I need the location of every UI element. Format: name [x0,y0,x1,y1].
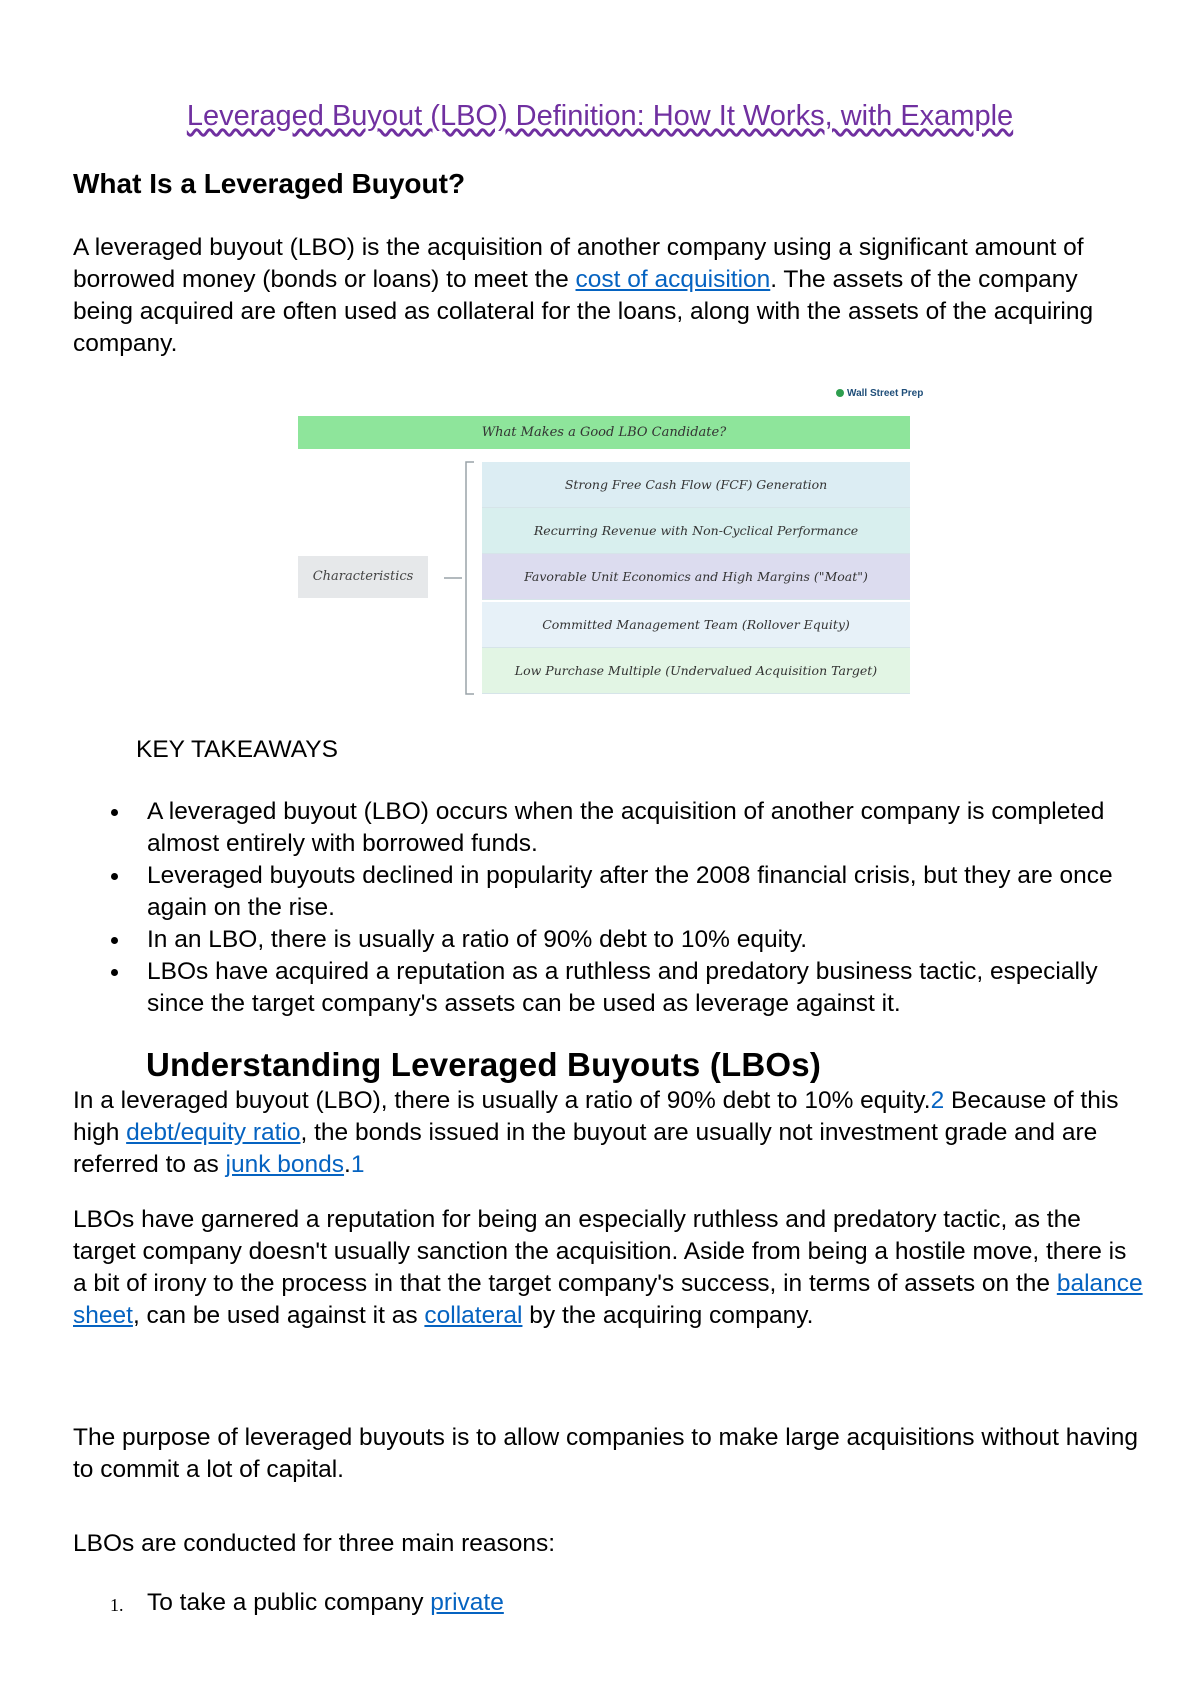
figure-brand-text: Wall Street Prep [847,388,924,399]
link-junk-bonds[interactable]: junk bonds [225,1151,345,1178]
lbo-candidate-figure [296,388,936,698]
reason-number: 1. [110,1595,124,1615]
footnote-1[interactable]: 1 [350,1151,365,1178]
intro-paragraph [73,232,1143,360]
key-takeaway-item [73,860,1153,924]
key-takeaway-item [73,924,1153,956]
figure-row: Recurring Revenue with Non-Cyclical Performance [482,508,910,554]
reasons-intro: LBOs are conducted for three main reasons: [73,1530,556,1557]
key-takeaway-item [73,796,1153,860]
figure-row: Low Purchase Multiple (Undervalued Acquisition Target) [482,648,910,694]
bullet-icon [111,937,118,944]
heading-understanding: Understanding Leveraged Buyouts (LBOs) [146,1046,822,1083]
key-takeaways-title: KEY TAKEAWAYS [136,736,338,763]
understanding-text-1: In a leveraged buyout (LBO), there is usually a ratio of 90% debt to 10% equity. [73,1087,931,1114]
understanding-text-2: Because of this high [73,1087,1119,1146]
understanding-paragraph-1 [73,1085,1133,1181]
key-takeaway-item [73,956,1153,1020]
bullet-icon [111,873,118,880]
reason-item [147,1587,504,1619]
link-balance-sheet[interactable]: balance sheet [73,1270,1143,1329]
figure-category: Characteristics [298,556,428,598]
link-collateral[interactable]: collateral [424,1302,523,1329]
heading-what-is-lbo: What Is a Leveraged Buyout? [73,168,466,199]
link-private[interactable]: private [430,1589,504,1616]
bullet-icon [111,969,118,976]
understanding-text-3: , the bonds issued in the buyout are usually not investment grade and are referred to as [73,1119,1098,1178]
key-takeaway-text: In an LBO, there is usually a ratio of 90% debt to 10% equity. [147,926,808,953]
understanding-p2-text-1: LBOs have garnered a reputation for being an especially ruthless and predatory tactic, as the target company doesn't usually sanction the acquisition. Aside from being a hostile move, there is a bit of irony to the process in that the target company's success, in terms of assets on the [73,1206,1127,1297]
understanding-p2-text-2: , can be used against it as [132,1302,425,1329]
link-debt-equity-ratio[interactable]: debt/equity ratio [126,1119,301,1146]
figure-row: Committed Management Team (Rollover Equity) [482,602,910,648]
intro-text-1: A leveraged buyout (LBO) is the acquisition of another company using a significant amount of borrowed money (bonds or loans) to meet the [73,234,1084,293]
key-takeaway-text: A leveraged buyout (LBO) occurs when the acquisition of another company is completed almost entirely with borrowed funds. [147,798,1105,857]
footnote-2[interactable]: 2 [930,1087,945,1114]
purpose-paragraph: The purpose of leveraged buyouts is to allow companies to make large acquisitions without having to commit a lot of capital. [73,1424,1138,1483]
key-takeaways-list [73,796,1153,1020]
understanding-paragraph-2 [73,1204,1143,1332]
key-takeaway-text: Leveraged buyouts declined in popularity after the 2008 financial crisis, but they are once again on the rise. [147,862,1113,921]
understanding-p2-text-3: by the acquiring company. [522,1302,814,1329]
intro-text-2: . The assets of the company being acquired are often used as collateral for the loans, along with the assets of the acquiring company. [73,266,1094,357]
key-takeaway-text: LBOs have acquired a reputation as a ruthless and predatory business tactic, especially since the target company's assets can be used as leverage against it. [147,958,1098,1017]
link-cost-of-acquisition[interactable]: cost of acquisition [575,266,771,293]
reason-text: To take a public company [147,1589,431,1616]
document-title[interactable]: Leveraged Buyout (LBO) Definition: How It Works, with Example [186,100,1014,132]
understanding-text-4: . [344,1151,351,1178]
bullet-icon [111,809,118,816]
figure-row: Strong Free Cash Flow (FCF) Generation [482,462,910,508]
figure-header: What Makes a Good LBO Candidate? [298,416,910,449]
figure-row: Favorable Unit Economics and High Margins ("Moat") [482,554,910,600]
